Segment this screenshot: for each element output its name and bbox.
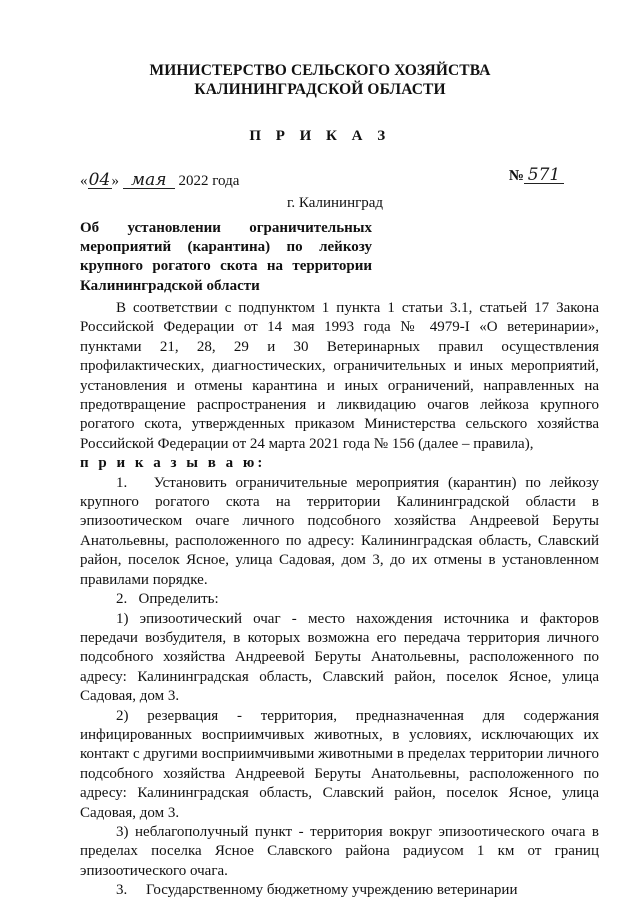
item-2-paragraph: 2. Определить: (116, 591, 219, 608)
order-word: п р и к а з ы в а ю: (80, 455, 266, 472)
date-open-quote: « (80, 173, 88, 189)
order-body (80, 299, 599, 901)
number-sign: № (508, 168, 524, 184)
preamble-paragraph: В соответствии с подпунктом 1 пункта 1 статьи 3.1, статьей 17 Закона Российской Федерации от 14 мая 1993 года № 4979-I «О ветеринарии», пунктами 21, 28, 29 и 30 Ветеринарных правил осуществления профилактических, диагностических, ограничительных и иных мероприятий, установления и отмены карантина и иных ограничений, направленных на предотвращение распространения и ликвидацию очагов лейкоза крупного рогатого скота, утвержденных приказом Министерства сельского хозяйства Российской Федерации от 24 марта 2021 года № 156 (далее – правила), (80, 300, 599, 452)
order-subject: Об установлении ограничительных мероприятий (карантина) по лейкозу крупного рогатого скота на территории Калининградской области (80, 220, 372, 294)
date-close-quote: » (111, 173, 119, 189)
item-2-1-paragraph: 1) эпизоотический очаг - место нахождения источника и факторов передачи возбудителя, в которых возможна его передача территория личного подсобного хозяйства Андреевой Беруты Анатольевны, расположенного по адресу: Калининградская область, Славский район, поселок Ясное, улица Садовая, дом 3. (80, 610, 599, 705)
item-2-3-paragraph: 3) неблагополучный пункт - территория вокруг эпизоотического очага в пределах поселка Ясное Славского района радиусом 1 км от границ эпизоотического очага. (80, 823, 599, 879)
order-date (80, 170, 240, 190)
order-number (508, 165, 564, 185)
order-number-handwritten: 571 (524, 168, 564, 184)
date-day-handwritten: 04 (88, 170, 111, 190)
ministry-name-line2: КАЛИНИНГРАДСКОЙ ОБЛАСТИ (194, 81, 446, 98)
ministry-name-line1: МИНИСТЕРСТВО СЕЛЬСКОГО ХОЗЯЙСТВА (149, 62, 491, 79)
order-word-paragraph (80, 454, 599, 473)
document-type-title: П Р И К А З (249, 128, 391, 144)
date-month-handwritten: мая (123, 173, 175, 189)
city-name: г. Калининград (286, 195, 384, 211)
date-year: 2022 года (178, 173, 240, 189)
item-2-2-paragraph: 2) резервация - территория, предназначенная для содержания инфицированных восприимчивых животных, в условиях, исключающих их контакт с другими восприимчивыми животными в пределах территории личного подсобного хозяйства Андреевой Беруты Анатольевны, расположенного по адресу: Калининградская область, Славский район, поселок Ясное, улица Садовая, дом 3. (80, 707, 599, 821)
item-3-paragraph: 3. Государственному бюджетному учреждению ветеринарии (116, 882, 518, 899)
item-1-paragraph: 1. Установить ограничительные мероприятия (карантин) по лейкозу крупного рогатого скота на территории Калининградской области в эпизоотическом очаге личного подсобного хозяйства Андреевой Беруты Анатольевны, расположенного по адресу: Калининградская область, Славский район, поселок Ясное, улица Садовая, дом 3, до их отмены в установленном правилами порядке. (80, 474, 599, 588)
